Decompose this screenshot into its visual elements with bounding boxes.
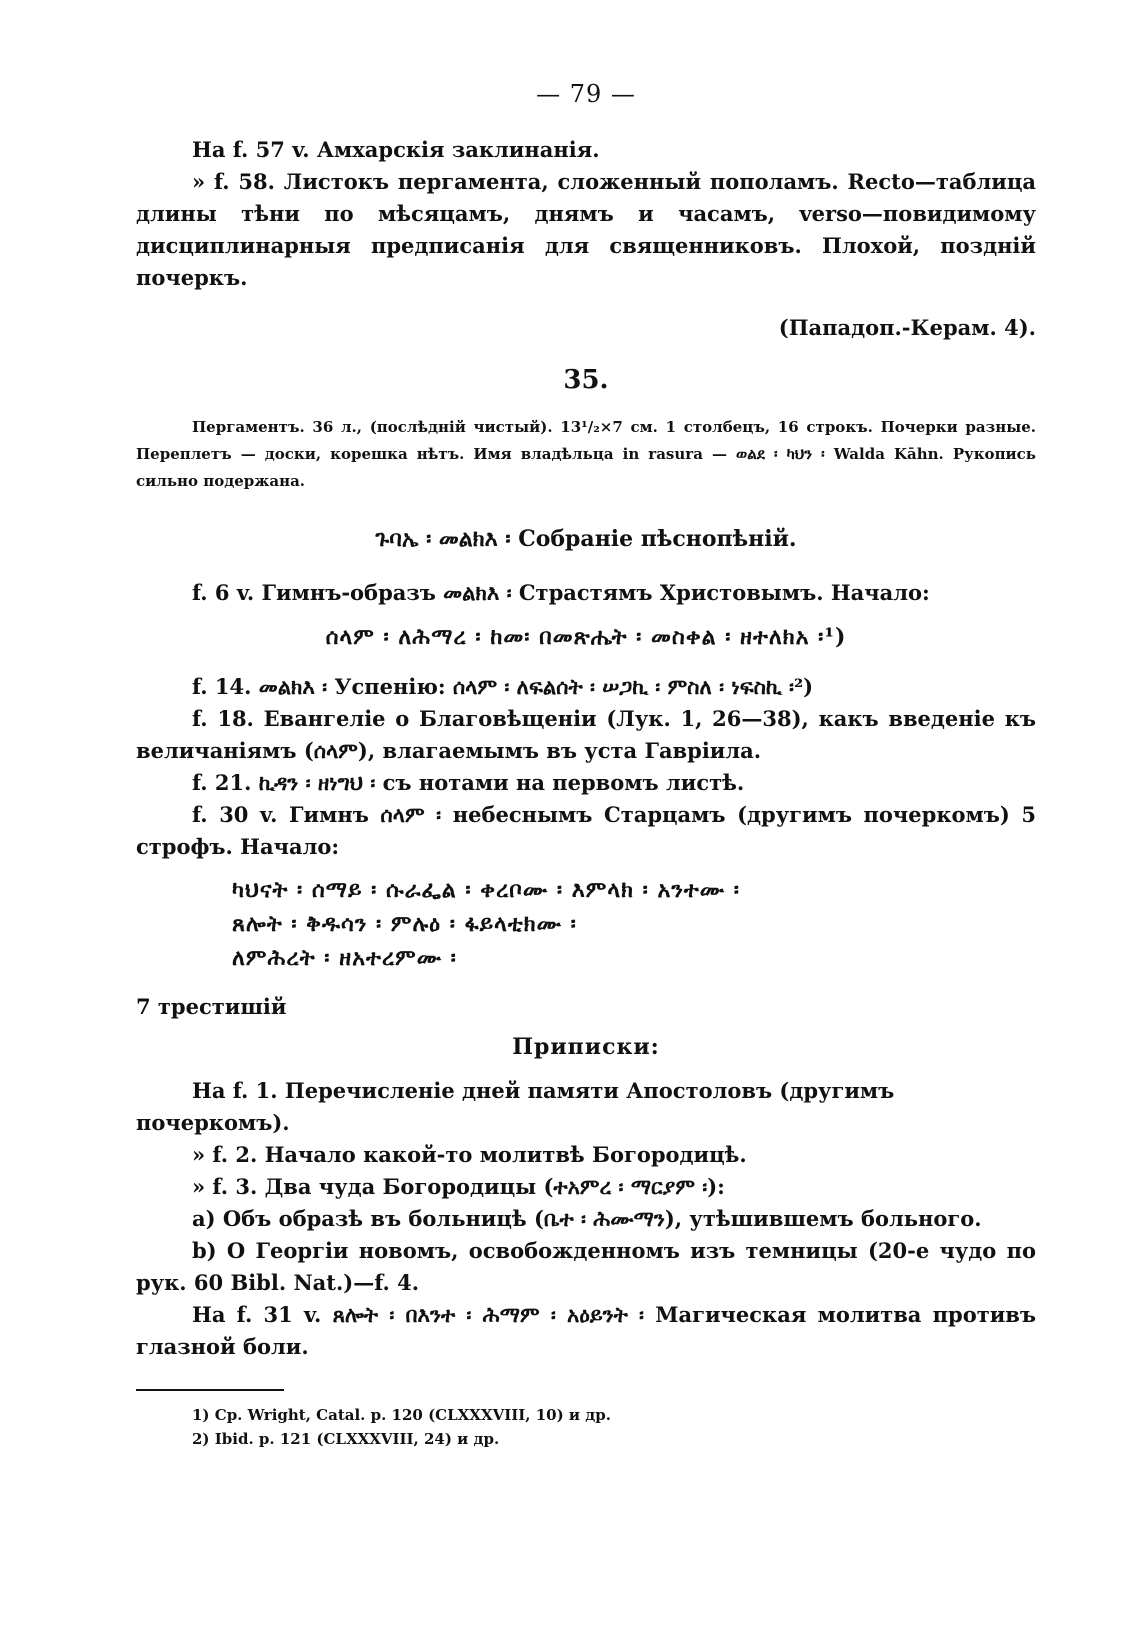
note-miracle-a: a) Объ образѣ въ больницѣ (ቤተ ፡ ሕሙማን), утѣшившемъ больного. bbox=[192, 1206, 982, 1231]
section-number: 35. bbox=[563, 365, 609, 395]
note-f31v: На f. 31 v. ጸሎት ፡ በእንተ ፡ ሕማም ፡ አዕይንት ፡ Магическая молитва противъ глазной боли. bbox=[136, 1302, 1036, 1359]
entry-f14: f. 14. መልክእ ፡ Успенію: ሰላም ፡ ለፍልሰት ፡ ሠጋኪ ፡ ምስለ ፡ ነፍስኪ ፡²) bbox=[192, 674, 814, 699]
poem-line: ለምሕረት ፡ ዘአተረምሙ ፡ bbox=[232, 945, 457, 971]
note-f2: » f. 2. Начало какой-то молитвѣ Богородицѣ. bbox=[192, 1142, 747, 1167]
manuscript-description: Пергаментъ. 36 л., (послѣдній чистый). 13¹/₂×7 см. 1 столбецъ, 16 строкъ. Почерки разные. Переплетъ — доски, корешка нѣтъ. Имя владѣльца in rasura — ወልደ ፡ ካህን ፡ Walda Kāhn. Рукопись сильно подержана. bbox=[136, 418, 1036, 490]
notes-heading: Приписки: bbox=[512, 1034, 660, 1060]
tercet-count: 7 трестишій bbox=[136, 994, 287, 1019]
verse-f6v: ሰላም ፡ ለሕማረ ፡ ከመ፡ በመጽሔት ፡ መስቀል ፡ ዘተለክአ ፡¹) bbox=[325, 624, 847, 650]
source-reference: (Пападоп.-Керам. 4). bbox=[778, 315, 1036, 340]
note-f1: На f. 1. Перечисленіе дней памяти Апостоловъ (другимъ почеркомъ). bbox=[136, 1078, 895, 1135]
note-f3: » f. 3. Два чуда Богородицы (ተአምረ ፡ ማርያም ፡): bbox=[192, 1174, 725, 1199]
manuscript-title: ጉባኤ ፡ መልክእ ፡ Собраніе пѣснопѣній. bbox=[375, 526, 797, 552]
entry-f18: f. 18. Евангеліе о Благовѣщеніи (Лук. 1, 26—38), какъ введеніе къ величаніямъ (ሰላም), влагаемымъ въ уста Гавріила. bbox=[136, 706, 1036, 763]
entry-f6v: f. 6 v. Гимнъ-образъ መልክእ ፡ Страстямъ Христовымъ. Начало: bbox=[192, 580, 930, 605]
footnote-divider bbox=[136, 1389, 284, 1391]
poem-line: ካህናት ፡ ሰማይ ፡ ሱራፌል ፡ ቀረቦሙ ፡ እምላክ ፡ አንተሙ ፡ bbox=[232, 877, 740, 903]
footnote-2: 2) Ibid. p. 121 (CLXXXVIII, 24) и др. bbox=[192, 1430, 500, 1448]
entry-f21: f. 21. ኪዳን ፡ ዘነግህ ፡ съ нотами на первомъ листѣ. bbox=[192, 770, 745, 795]
entry-f30v: f. 30 v. Гимнъ ሰላም ፡ небеснымъ Старцамъ (другимъ почеркомъ) 5 строфъ. Начало: bbox=[136, 802, 1036, 859]
entry-f57: На f. 57 v. Амхарскія заклинанія. bbox=[192, 137, 600, 162]
poem-line: ጸሎት ፡ ቅዱሳን ፡ ምሉዕ ፡ ፋይላቲክሙ ፡ bbox=[232, 911, 577, 937]
poem-excerpt bbox=[232, 873, 1036, 975]
footnote-1: 1) Ср. Wright, Catal. p. 120 (CLXXXVIII, 10) и др. bbox=[192, 1406, 611, 1424]
document-page bbox=[136, 78, 1036, 1451]
entry-f58: » f. 58. Листокъ пергамента, сложенный пополамъ. Recto—таблица длины тѣни по мѣсяцамъ, днямъ и часамъ, verso—повидимому дисциплинарныя предписанія для священниковъ. Плохой, поздній почеркъ. bbox=[136, 169, 1036, 290]
page-number: — 79 — bbox=[536, 80, 636, 108]
note-miracle-b: b) О Георгіи новомъ, освобожденномъ изъ темницы (20-е чудо по рук. 60 Bibl. Nat.)—f. 4. bbox=[136, 1238, 1036, 1295]
